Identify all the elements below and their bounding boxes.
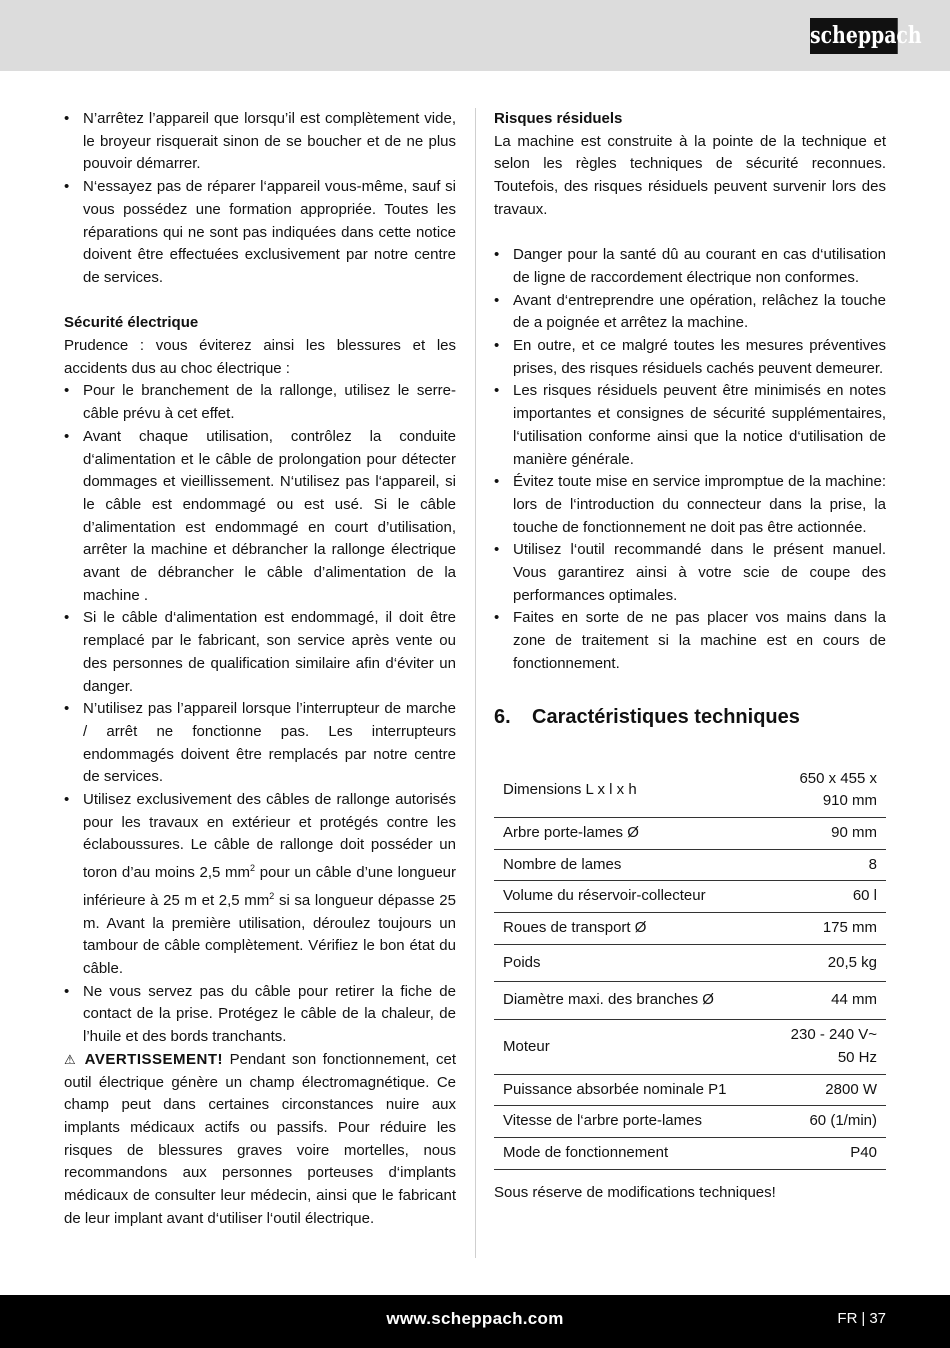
table-row: [494, 944, 886, 982]
spec-value: 60 l: [768, 881, 886, 913]
table-row: [494, 881, 886, 913]
list-item: • Évitez toute mise en service impromptue de la machine: lors de l‘introduction du connecteur dans la prise, la touche de fonctionnement ne doit pas être actionnée.: [494, 471, 886, 539]
spec-label: Vitesse de l‘arbre porte-lames: [494, 1106, 768, 1138]
list-item: • Si le câble d‘alimentation est endommagé, il doit être remplacé par le fabricant, son service après vente ou des personnes de qualification similaire afin d‘éviter un danger.: [64, 607, 456, 698]
spec-value: P40: [768, 1138, 886, 1170]
list-item: • En outre, et ce malgré toutes les mesures préventives prises, des risques résiduels cachés peuvent demeurer.: [494, 335, 886, 380]
table-row: [494, 982, 886, 1020]
section-number: 6.: [494, 705, 511, 728]
spec-value: 8: [768, 849, 886, 881]
electrical-intro: Prudence : vous éviterez ainsi les blessures et les accidents dus au choc électrique :: [64, 337, 456, 377]
spec-label: Poids: [494, 944, 768, 982]
table-row: [494, 913, 886, 945]
list-item: • Utilisez l‘outil recommandé dans le présent manuel. Vous garantirez ainsi à votre scie de coupe des performances optimales.: [494, 539, 886, 607]
website-link[interactable]: www.scheppach.com: [386, 1309, 564, 1328]
spec-label: Nombre de lames: [494, 849, 768, 881]
table-row: [494, 849, 886, 881]
spec-value: [768, 1020, 886, 1074]
spec-label: Puissance absorbée nominale P1: [494, 1074, 768, 1106]
spec-label: Roues de transport Ø: [494, 913, 768, 945]
list-item: • Pour le branchement de la rallonge, utilisez le serre-câble prévu à cet effet.: [64, 380, 456, 425]
superscript-2: 2: [269, 890, 275, 901]
spec-value: 20,5 kg: [768, 944, 886, 982]
page-separator: |: [861, 1310, 866, 1327]
page-indicator: [837, 1310, 886, 1327]
table-row: [494, 817, 886, 849]
spec-value: 44 mm: [768, 982, 886, 1020]
electrical-bullet-list: [64, 380, 456, 1048]
electrical-safety-heading: Sécurité électrique: [64, 314, 199, 332]
spec-value-line: 650 x 455 x: [799, 769, 877, 787]
residual-intro: La machine est construite à la pointe de la technique et selon les règles techniques de sécurité reconnues. Toutefois, des risques résiduels peuvent survenir lors des travaux.: [494, 132, 886, 218]
list-item: • N’utilisez pas l’appareil lorsque l’interrupteur de marche / arrêt ne fonctionne pas. Les interrupteurs endommagés doivent être remplacés par notre centre de services.: [64, 698, 456, 789]
superscript-2: 2: [250, 863, 256, 874]
column-divider: [475, 108, 476, 1258]
footer-bar: [0, 1295, 950, 1348]
residual-risks-heading: Risques résiduels: [494, 110, 623, 127]
list-item: • Avant d‘entreprendre une opération, relâchez la touche de a poignée et arrêtez la machine.: [494, 290, 886, 335]
list-item: • N‘essayez pas de réparer l‘appareil vous-même, sauf si vous possédez une formation appropriée. Toutes les réparations qui ne sont pas indiquées dans cette notice doivent être effectuées exclusivement par notre centre de services.: [64, 176, 456, 290]
list-item: • Ne vous servez pas du câble pour retirer la fiche de contact de la prise. Protégez le câble de la chaleur, de l’huile et des bords tranchants.: [64, 981, 456, 1049]
section-title-text: Caractéristiques techniques: [532, 705, 800, 728]
warning-text: Pendant son fonctionnement, cet outil électrique génère un champ électromagnétique. Ce champ peut dans certaines circonstances nuire aux implants médicaux actifs ou passifs. Pour réduire les risques de blessures graves voire mortelles, nous recommandons aux personnes porteuses d‘implants médicaux de consulter leur médecin, ainsi que le fabricant de leur implant avant d‘utiliser l‘outil électrique.: [64, 1050, 457, 1227]
spec-label: Moteur: [494, 1020, 768, 1074]
language-code: FR: [837, 1310, 858, 1327]
spec-value-line: 230 - 240 V~: [790, 1026, 877, 1044]
header-band: [0, 0, 950, 71]
spec-value-line: 50 Hz: [837, 1048, 877, 1066]
spec-value-line: 910 mm: [822, 792, 877, 810]
spec-label: Arbre porte-lames Ø: [494, 817, 768, 849]
table-row: [494, 1106, 886, 1138]
table-row: [494, 1138, 886, 1170]
spacer: [64, 290, 456, 313]
table-row: [494, 764, 886, 818]
brand-logo: scheppach: [810, 18, 898, 54]
spec-value: [768, 764, 886, 818]
warning-icon: ⚠: [64, 1051, 79, 1067]
right-column: [494, 108, 886, 1204]
left-column: [64, 108, 456, 1230]
cable-text-2: pour un câble d’une longueur inférieure à 25 m et 2,5 mm: [83, 864, 456, 909]
section-title: [494, 704, 886, 730]
spec-value: 60 (1/min): [768, 1106, 886, 1138]
spec-value: 90 mm: [768, 817, 886, 849]
spec-label: Dimensions L x l x h: [494, 764, 768, 818]
table-row: [494, 1074, 886, 1106]
warning-label: AVERTISSEMENT!: [84, 1050, 224, 1068]
spec-label: Mode de fonctionnement: [494, 1138, 768, 1170]
list-item: • N’arrêtez l’appareil que lorsqu’il est complètement vide, le broyeur risquerait sinon de se boucher et de ne plus pouvoir démarrer.: [64, 108, 456, 176]
warning-paragraph: [64, 1049, 456, 1231]
list-item: • Les risques résiduels peuvent être minimisés en notes importantes et consignes de sécurité supplémentaires, l‘utilisation conforme ainsi que la notice d‘utilisation de manière générale.: [494, 380, 886, 471]
technical-note: Sous réserve de modifications techniques!: [494, 1183, 776, 1201]
spec-label: Volume du réservoir-collecteur: [494, 881, 768, 913]
specs-table: [494, 764, 886, 1170]
table-row: [494, 1020, 886, 1074]
spec-value: 175 mm: [768, 913, 886, 945]
list-item: • Avant chaque utilisation, contrôlez la conduite d‘alimentation et le câble de prolongation pour détecter dommages et vieillissement. N‘utilisez pas l‘appareil, si le câble est endommagé ou est usé. Si le câble d’alimentation est endommagé en court d’utilisation, arrêter la machine et débrancher la rallonge électrique avant de débrancher le câble d’alimentation de la machine .: [64, 426, 456, 608]
residual-bullet-list: [494, 244, 886, 675]
list-item: • Danger pour la santé dû au courant en cas d‘utilisation de ligne de raccordement électrique non conformes.: [494, 244, 886, 289]
spacer: [494, 222, 886, 245]
intro-bullet-list: [64, 108, 456, 290]
cable-text-1: Utilisez exclusivement des câbles de rallonge autorisés pour les travaux en extérieur et protégés contre les éclaboussures. Le câble de rallonge doit posséder un toron d’au moins 2,5 mm: [83, 791, 456, 882]
list-item: • Faites en sorte de ne pas placer vos mains dans la zone de traitement si la machine est en cours de fonctionnement.: [494, 607, 886, 675]
page-number: 37: [869, 1310, 886, 1327]
spec-label: Diamètre maxi. des branches Ø: [494, 982, 768, 1020]
cable-text-3: si sa longueur dépasse 25 m. Avant la première utilisation, déroulez toujours un tambour de câble complètement. Vérifiez le bon état du câble.: [83, 891, 456, 977]
list-item-extension-cable: [64, 789, 456, 981]
spec-value: 2800 W: [768, 1074, 886, 1106]
